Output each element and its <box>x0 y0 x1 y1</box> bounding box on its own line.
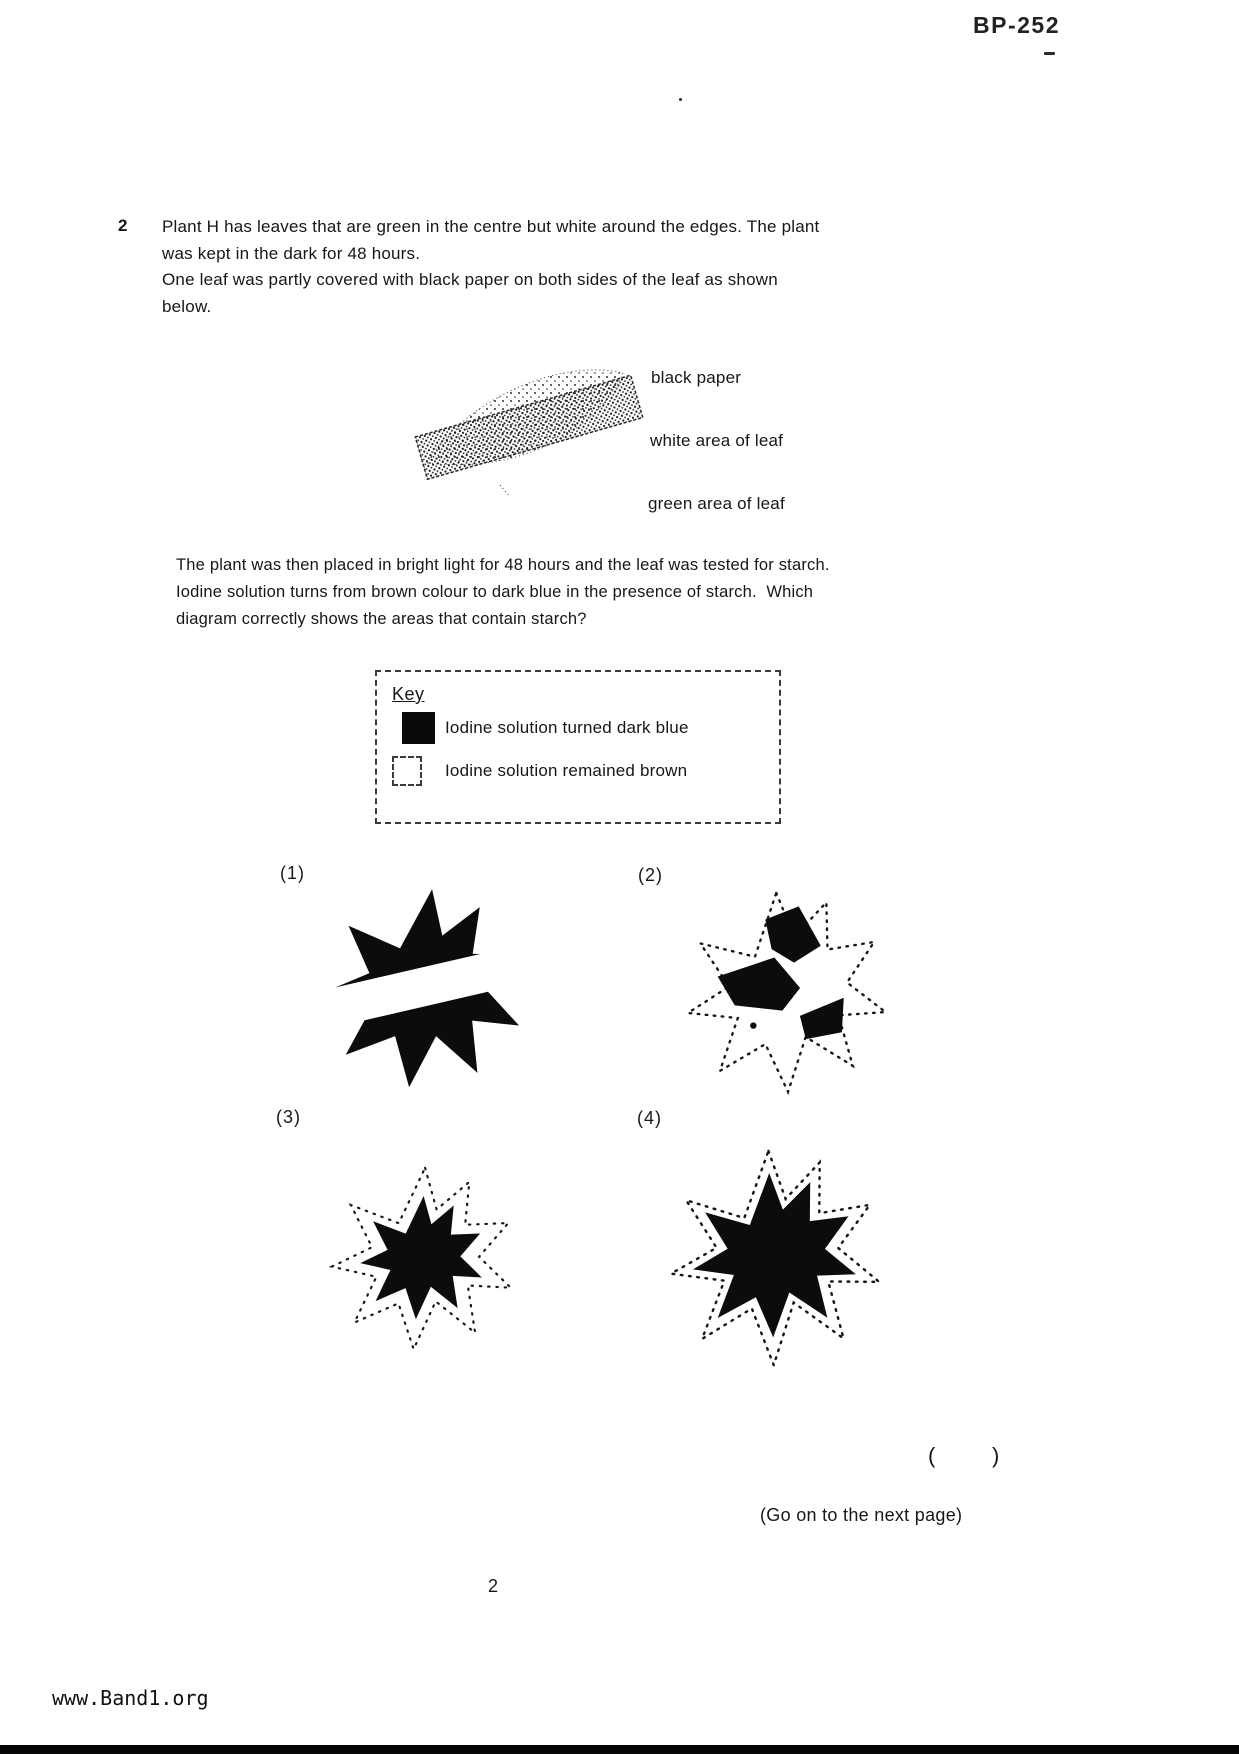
label-black-paper: black paper <box>651 368 742 387</box>
next-page-note: (Go on to the next page) <box>760 1505 963 1525</box>
key-label-dark-blue: Iodine solution turned dark blue <box>445 718 689 737</box>
leaf-with-black-paper-diagram <box>405 335 655 500</box>
body-line: diagram correctly shows the areas that contain starch? <box>176 610 587 628</box>
intro-line: Plant H has leaves that are green in the centre but white around the edges. The plant <box>162 217 820 236</box>
intro-line: was kept in the dark for 48 hours. <box>162 243 421 263</box>
dark-blue-patch <box>717 956 802 1015</box>
key-title: Key <box>392 684 425 704</box>
scan-speck <box>679 98 682 101</box>
option-2-leaf-diagram <box>658 882 908 1107</box>
dotted-square-swatch <box>392 756 422 786</box>
option-3-leaf-diagram <box>308 1158 533 1363</box>
option-1-label: (1) <box>280 863 305 883</box>
scan-edge-bar <box>0 1745 1239 1754</box>
option-4-leaf-diagram <box>652 1142 892 1374</box>
option-4-label: (4) <box>637 1108 662 1128</box>
leaf-stalk <box>500 485 510 497</box>
key-box <box>375 670 781 824</box>
dark-blue-patch <box>764 905 821 964</box>
option-1-leaf-diagram <box>312 878 532 1103</box>
question-intro-paragraph <box>162 214 922 320</box>
question-body-paragraph <box>176 552 936 633</box>
question-number: 2 <box>118 216 128 235</box>
answer-bracket-open: ( <box>928 1443 936 1468</box>
option-2-label: (2) <box>638 865 663 885</box>
filled-square-swatch <box>402 712 435 744</box>
dark-blue-speck <box>750 1022 757 1029</box>
doc-code: BP-252 <box>973 12 1060 38</box>
dark-blue-star-centre <box>690 1170 858 1340</box>
key-label-brown: Iodine solution remained brown <box>445 761 688 780</box>
option-3-label: (3) <box>276 1107 301 1127</box>
intro-line: One leaf was partly covered with black paper on both sides of the leaf as shown <box>162 270 778 289</box>
intro-line: below. <box>162 296 212 316</box>
answer-bracket-close: ) <box>992 1443 1000 1468</box>
body-line: The plant was then placed in bright light for 48 hours and the leaf was tested for starch. <box>176 556 830 574</box>
page-number: 2 <box>488 1576 499 1596</box>
label-green-area: green area of leaf <box>648 494 785 513</box>
dark-blue-patch <box>799 998 847 1040</box>
label-white-area: white area of leaf <box>650 431 784 450</box>
body-line: Iodine solution turns from brown colour to dark blue in the presence of starch. Which <box>176 583 814 601</box>
scan-speck <box>1044 52 1055 55</box>
watermark-url: www.Band1.org <box>52 1686 209 1710</box>
